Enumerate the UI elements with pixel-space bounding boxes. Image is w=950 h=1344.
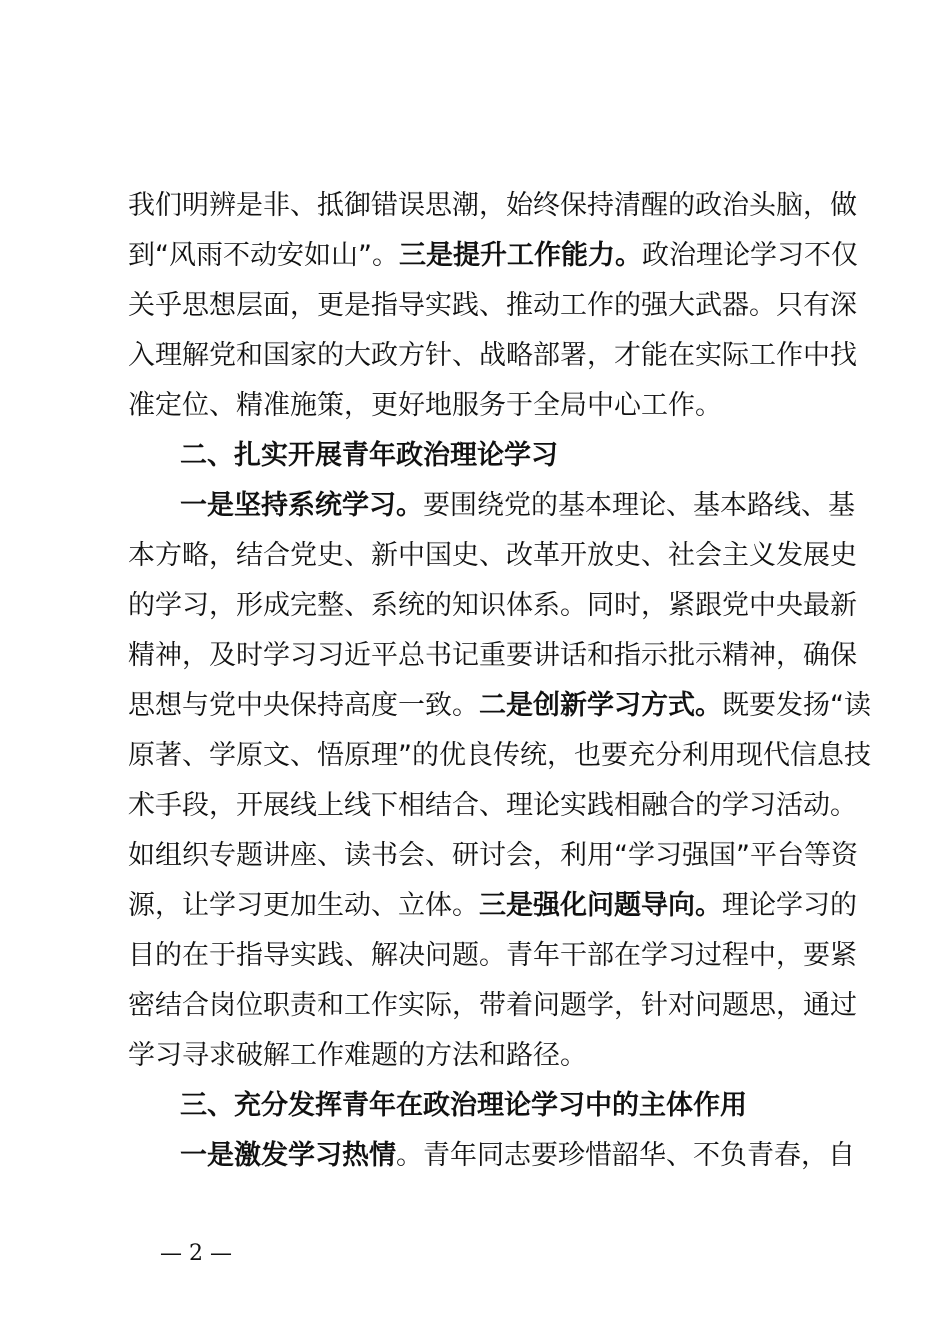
line-text: 密结合岗位职责和工作实际，带着问题学，针对问题思，通过 — [128, 990, 857, 1021]
paragraph-line — [128, 782, 857, 830]
paragraph-line — [128, 982, 857, 1030]
line-text: 要围绕党的基本理论、基本路线、基 — [423, 490, 855, 521]
paragraph-line — [128, 532, 857, 580]
line-text: 的学习，形成完整、系统的知识体系。同时，紧跟党中央最新 — [128, 590, 857, 621]
paragraph-line — [180, 482, 855, 530]
bold-lead-phrase: 二是创新学习方式。 — [479, 690, 722, 721]
line-text: 原著、学原文、悟原理”的优良传统，也要充分利用现代信息技 — [128, 740, 871, 771]
bold-lead-phrase: 三是提升工作能力。 — [398, 240, 642, 271]
bold-lead-phrase: 一是激发学习热情 — [180, 1140, 396, 1171]
bold-lead-phrase: 三是强化问题导向。 — [479, 890, 722, 921]
paragraph-line — [128, 582, 857, 630]
paragraph-line — [128, 932, 857, 980]
line-text: 思想与党中央保持高度一致。 — [128, 690, 479, 721]
line-text: 关乎思想层面，更是指导实践、推动工作的强大武器。只有深 — [128, 290, 857, 321]
line-text: 术手段，开展线上线下相结合、理论实践相融合的学习活动。 — [128, 790, 857, 821]
paragraph-line — [128, 732, 871, 780]
paragraph-line — [128, 382, 834, 430]
line-text: 既要发扬“读 — [722, 690, 871, 721]
line-text: 到“风雨不动安如山”。 — [128, 240, 399, 271]
line-text: 我们明辨是非、抵御错误思潮，始终保持清醒的政治头脑，做 — [128, 190, 857, 221]
paragraph-line — [128, 882, 857, 930]
paragraph-line — [128, 182, 857, 230]
paragraph-line — [128, 832, 858, 880]
line-text: 政治理论学习不仅 — [641, 240, 858, 271]
heading-text: 二、扎实开展青年政治理论学习 — [180, 440, 558, 471]
paragraph-line — [128, 632, 857, 680]
heading-text: 三、充分发挥青年在政治理论学习中的主体作用 — [180, 1090, 747, 1121]
line-text: 目的在于指导实践、解决问题。青年干部在学习过程中，要紧 — [128, 940, 857, 971]
paragraph-line — [128, 282, 857, 330]
line-text: 。青年同志要珍惜韶华、不负青春，自 — [396, 1140, 855, 1171]
paragraph-line — [128, 682, 871, 730]
line-text: 精神，及时学习习近平总书记重要讲话和指示批示精神，确保 — [128, 640, 857, 671]
line-text: 源，让学习更加生动、立体。 — [128, 890, 479, 921]
line-text: 入理解党和国家的大政方针、战略部署，才能在实际工作中找 — [128, 340, 857, 371]
paragraph-line — [128, 332, 857, 380]
line-text: 准定位、精准施策，更好地服务于全局中心工作。 — [128, 390, 722, 421]
section-heading — [180, 432, 834, 480]
line-text: 理论学习的 — [722, 890, 857, 921]
bold-lead-phrase: 一是坚持系统学习。 — [180, 490, 423, 521]
line-text: 如组织专题讲座、读书会、研讨会，利用“学习强国”平台等资 — [128, 840, 858, 871]
line-text: 学习寻求破解工作难题的方法和路径。 — [128, 1040, 587, 1071]
section-heading — [180, 1082, 834, 1130]
paragraph-line — [128, 1032, 834, 1080]
paragraph-line — [128, 232, 858, 280]
line-text: 本方略，结合党史、新中国史、改革开放史、社会主义发展史 — [128, 540, 857, 571]
paragraph-line — [180, 1132, 855, 1180]
page-number: — 2 — — [160, 1241, 232, 1266]
